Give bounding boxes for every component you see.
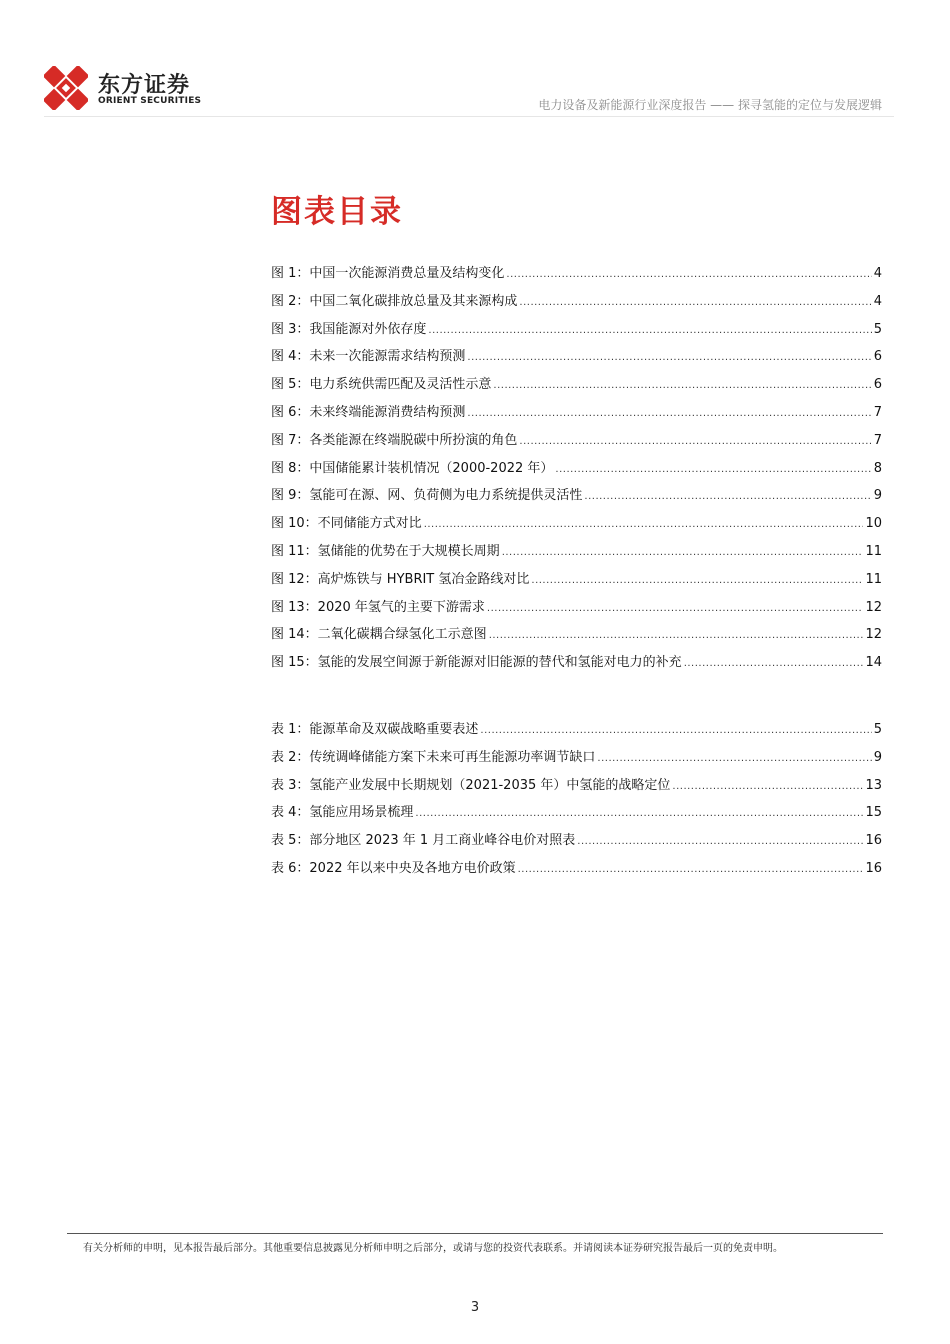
brand-name-en: ORIENT SECURITIES (98, 96, 202, 106)
toc-figure-entry[interactable] (271, 626, 882, 654)
disclaimer: 有关分析师的申明，见本报告最后部分。其他重要信息披露见分析师申明之后部分，或请与您的投资代表联系。并请阅读本证券研究报告最后一页的免责申明。 (83, 1243, 783, 1254)
toc-entry-page: 16 (865, 833, 882, 849)
dot-leader (415, 805, 863, 823)
toc-figure-entry[interactable] (271, 293, 882, 321)
toc-entry-page: 7 (873, 432, 882, 448)
toc-entry-label: 图 2：中国二氧化碳排放总量及其来源构成 (271, 293, 518, 309)
dot-leader (518, 861, 864, 879)
orient-securities-logo-icon (44, 66, 88, 110)
dot-leader (684, 655, 864, 673)
toc-title: 图表目录 (271, 194, 403, 230)
dot-leader (489, 627, 864, 645)
dot-leader (493, 377, 871, 395)
toc-table-entry[interactable] (271, 832, 882, 860)
table-list (271, 721, 882, 888)
toc-entry-label: 图 11：氢储能的优势在于大规模长周期 (271, 543, 500, 559)
toc-entry-label: 表 4：氢能应用场景梳理 (271, 805, 414, 821)
toc-entry-page: 14 (865, 655, 882, 671)
dot-leader (555, 461, 871, 479)
toc-figure-entry[interactable] (271, 460, 882, 488)
toc-entry-page: 9 (873, 488, 882, 504)
toc-entry-label: 表 1：能源革命及双碳战略重要表述 (271, 722, 479, 737)
toc-figure-entry[interactable] (271, 543, 882, 571)
toc-entry-page: 4 (873, 293, 882, 309)
toc-entry-page: 13 (865, 777, 882, 793)
toc-figure-entry[interactable] (271, 515, 882, 543)
header-divider (44, 116, 894, 117)
page-number: 3 (470, 1300, 480, 1315)
toc-entry-label: 图 8：中国储能累计装机情况（2000-2022 年） (271, 460, 554, 476)
dot-leader (424, 516, 864, 534)
report-title: 电力设备及新能源行业深度报告 —— 探寻氢能的定位与发展逻辑 (538, 98, 882, 112)
toc-table-entry[interactable] (271, 749, 882, 777)
dot-leader (428, 322, 871, 340)
figure-list (271, 265, 882, 682)
dot-leader (467, 349, 871, 367)
toc-figure-entry[interactable] (271, 348, 882, 376)
toc-entry-page: 11 (865, 571, 882, 587)
toc-entry-page: 7 (873, 404, 882, 420)
toc-figure-entry[interactable] (271, 599, 882, 627)
toc-figure-entry[interactable] (271, 571, 882, 599)
toc-entry-label: 图 12：高炉炼铁与 HYBRIT 氢冶金路线对比 (271, 571, 530, 587)
toc-entry-label: 表 5：部分地区 2023 年 1 月工商业峰谷电价对照表 (271, 833, 576, 849)
toc-entry-label: 图 15：氢能的发展空间源于新能源对旧能源的替代和氢能对电力的补充 (271, 655, 682, 671)
brand-name-cn: 东方证券 (98, 73, 191, 98)
toc-figure-entry[interactable] (271, 376, 882, 404)
toc-entry-page: 6 (873, 349, 882, 365)
toc-entry-page: 9 (873, 749, 882, 765)
toc-figure-entry[interactable] (271, 321, 882, 349)
toc-entry-page: 8 (873, 460, 882, 476)
dot-leader (506, 266, 871, 284)
toc-entry-label: 表 6：2022 年以来中央及各地方电价政策 (271, 860, 516, 876)
toc-table-entry[interactable] (271, 860, 882, 888)
page-header (0, 0, 950, 120)
toc-entry-page: 16 (865, 860, 882, 876)
toc-figure-entry[interactable] (271, 432, 882, 460)
toc-entry-label: 图 5：电力系统供需匹配及灵活性示意 (271, 377, 492, 393)
dot-leader (577, 833, 863, 851)
dot-leader (519, 433, 871, 451)
toc-entry-label: 表 2：传统调峰储能方案下未来可再生能源功率调节缺口 (271, 749, 596, 765)
toc-figure-entry[interactable] (271, 654, 882, 682)
toc-entry-page: 6 (873, 377, 882, 393)
dot-leader (519, 294, 871, 312)
dot-leader (487, 600, 864, 618)
toc-entry-label: 图 6：未来终端能源消费结构预测 (271, 404, 466, 420)
dot-leader (531, 572, 863, 590)
dot-leader (502, 544, 864, 562)
toc-entry-label: 表 3：氢能产业发展中长期规划（2021-2035 年）中氢能的战略定位 (271, 777, 671, 793)
dot-leader (597, 750, 871, 768)
footer-divider (67, 1233, 883, 1234)
toc-entry-page: 12 (865, 599, 882, 615)
toc-table-entry[interactable] (271, 721, 882, 749)
toc-entry-page: 4 (873, 266, 882, 281)
toc-entry-page: 5 (873, 321, 882, 337)
toc-entry-page: 10 (865, 516, 882, 532)
toc-entry-page: 11 (865, 543, 882, 559)
toc-figure-entry[interactable] (271, 487, 882, 515)
toc-table-entry[interactable] (271, 804, 882, 832)
toc-entry-page: 12 (865, 627, 882, 643)
toc-entry-label: 图 9：氢能可在源、网、负荷侧为电力系统提供灵活性 (271, 488, 583, 504)
toc-entry-label: 图 4：未来一次能源需求结构预测 (271, 349, 466, 365)
dot-leader (672, 778, 863, 796)
toc-figure-entry[interactable] (271, 404, 882, 432)
toc-entry-label: 图 13：2020 年氢气的主要下游需求 (271, 599, 485, 615)
toc-entry-page: 5 (873, 722, 882, 737)
dot-leader (467, 405, 871, 423)
toc-table-entry[interactable] (271, 777, 882, 805)
toc-figure-entry[interactable] (271, 265, 882, 293)
toc-entry-page: 15 (865, 805, 882, 821)
dot-leader (584, 488, 871, 506)
toc-entry-label: 图 1：中国一次能源消费总量及结构变化 (271, 266, 505, 281)
dot-leader (480, 722, 871, 740)
toc-entry-label: 图 7：各类能源在终端脱碳中所扮演的角色 (271, 432, 518, 448)
toc-entry-label: 图 3：我国能源对外依存度 (271, 321, 427, 337)
toc-entry-label: 图 14：二氧化碳耦合绿氢化工示意图 (271, 627, 487, 643)
toc-entry-label: 图 10：不同储能方式对比 (271, 516, 422, 532)
